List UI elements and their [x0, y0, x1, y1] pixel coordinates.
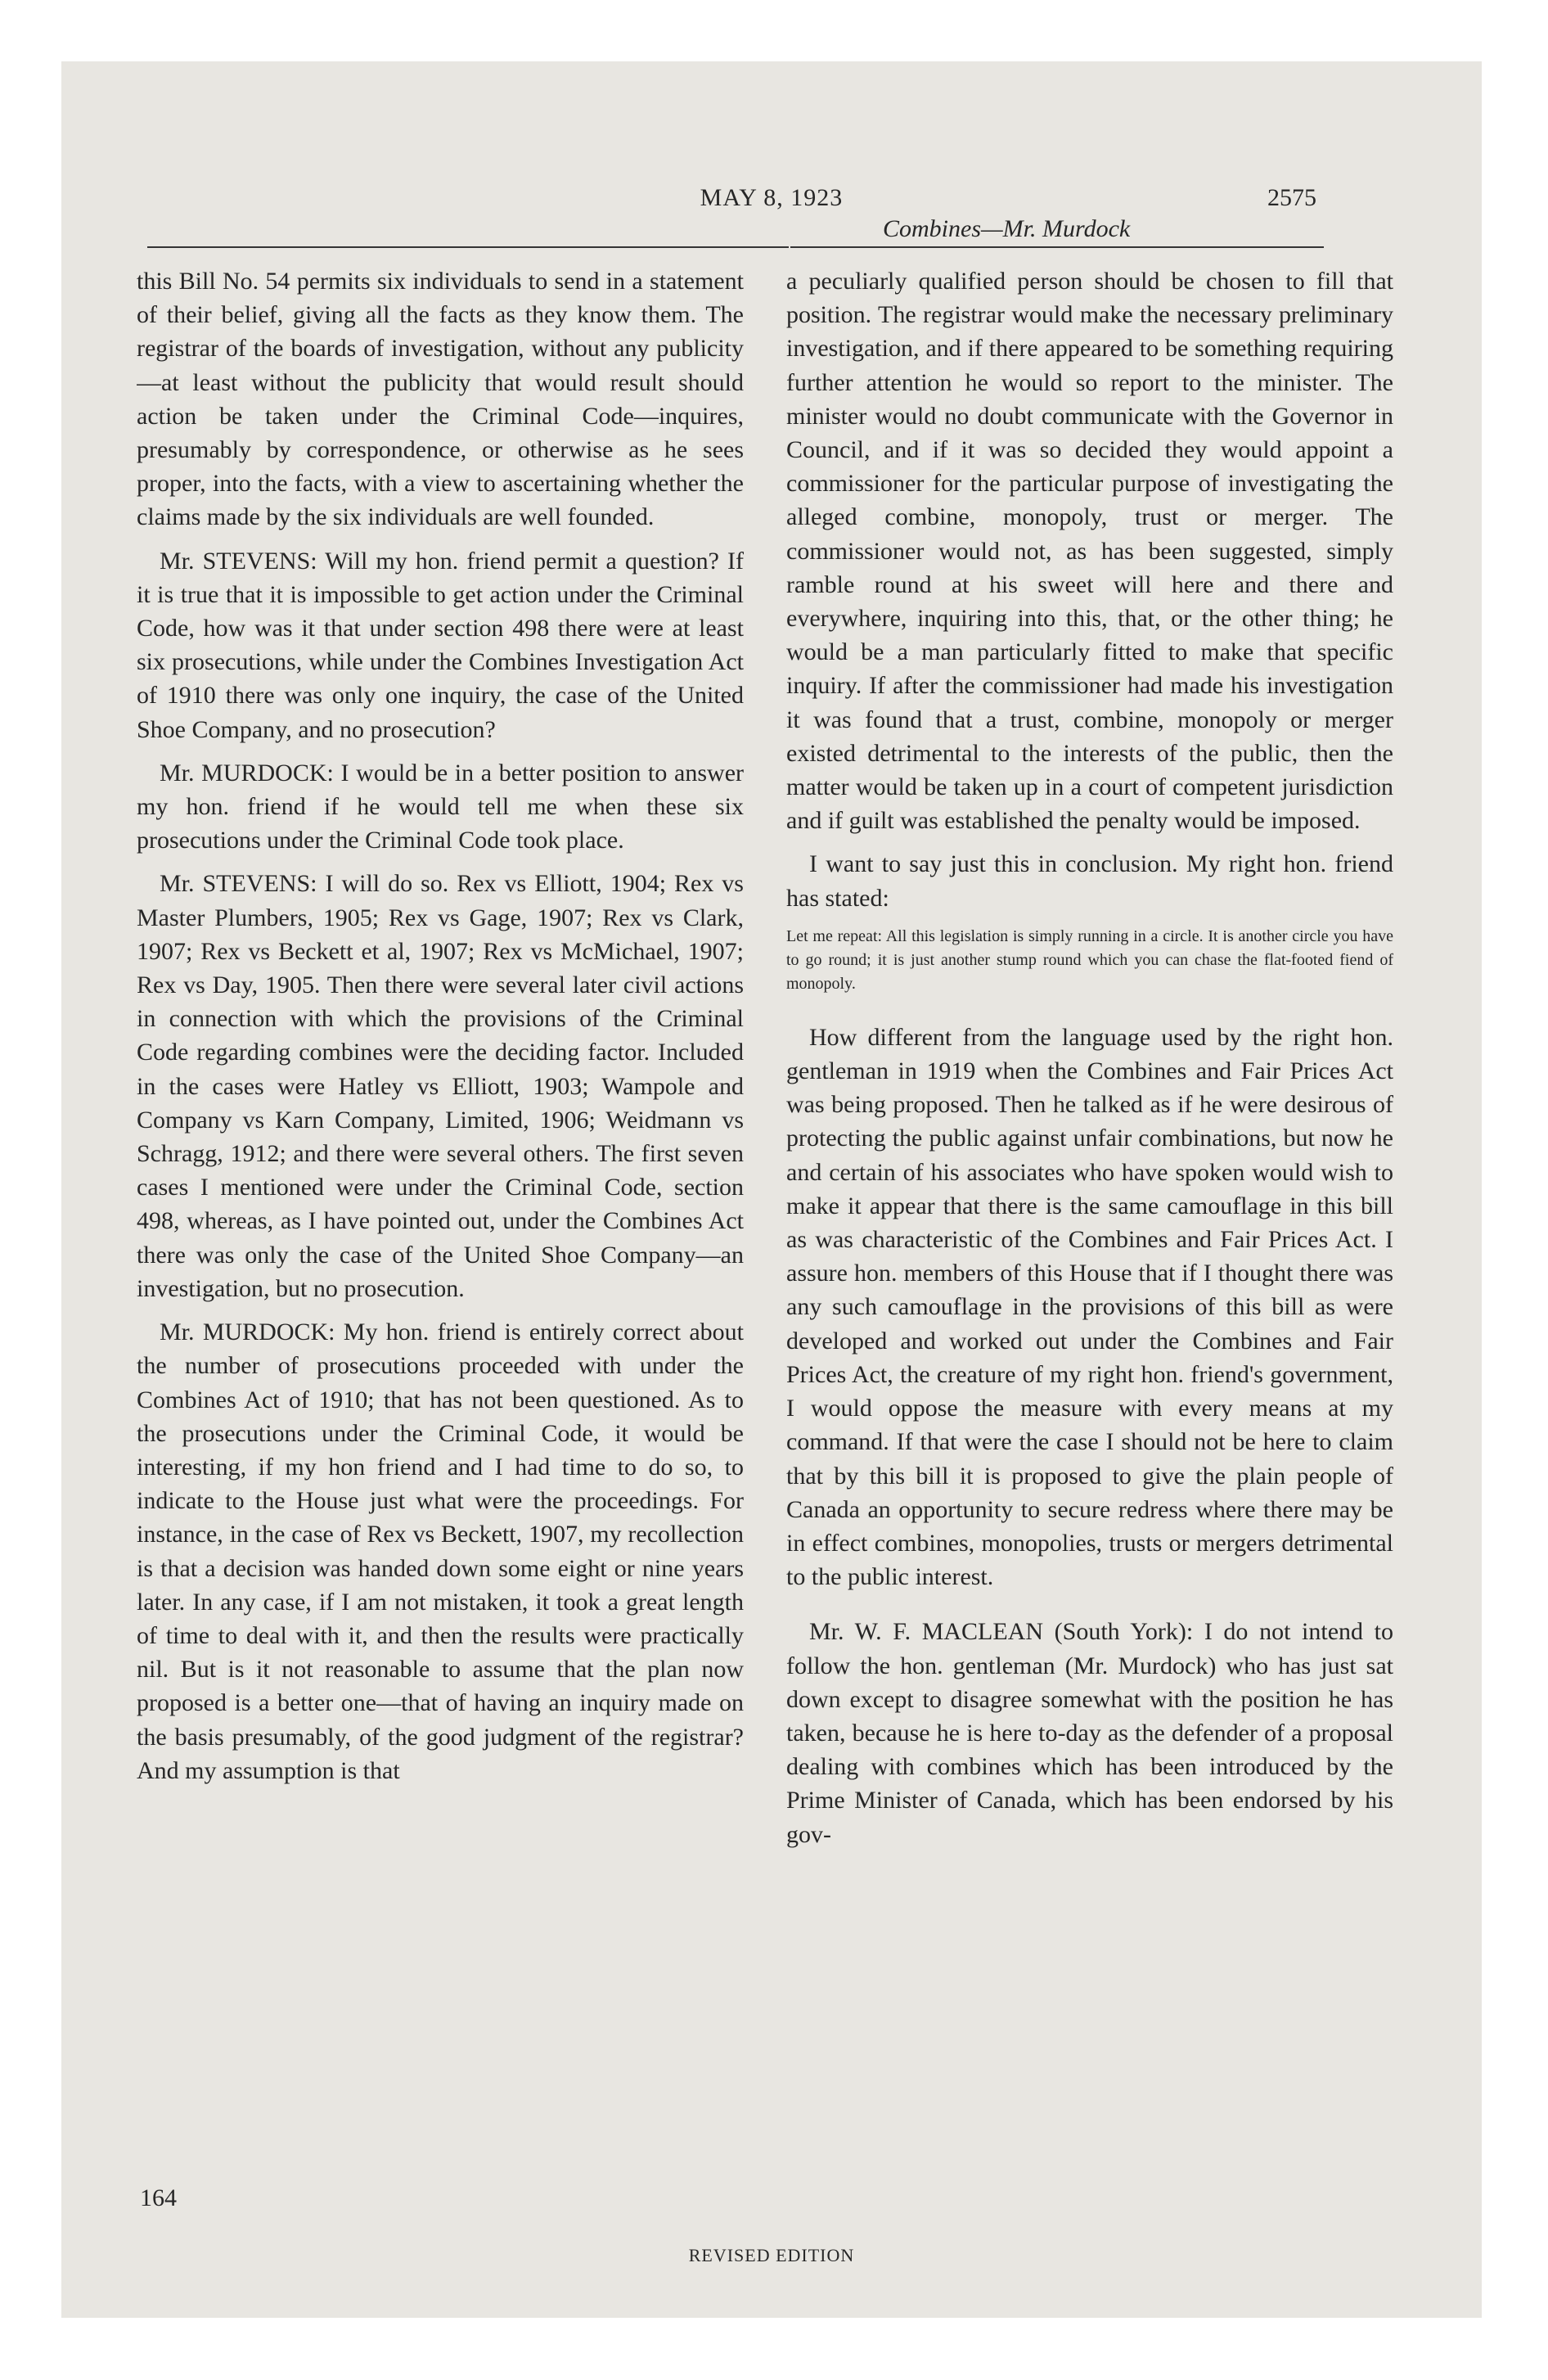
paragraph: Mr. MURDOCK: I would be in a better position to answer my hon. friend if he would tell me when these six prosecutions under the Criminal Code took place. [137, 759, 744, 854]
header-date: MAY 8, 1923 [700, 184, 844, 211]
footer-edition: REVISED EDITION [688, 2245, 855, 2265]
right-column [786, 264, 1393, 2196]
left-column [137, 264, 744, 2196]
paragraph: Mr. STEVENS: Will my hon. friend permit a question? If it is true that it is impossible to get action under the Criminal Code, how was it that under section 498 there were at least six prosecutions, while under the Combines Investigation Act of 1910 there was only one inquiry, the case of the United Shoe Company, and no prosecution? [137, 547, 744, 743]
document-page [61, 61, 1482, 2318]
paragraph: Mr. MURDOCK: My hon. friend is entirely correct about the number of prosecutions proceeded with under the Combines Act of 1910; that has not been questioned. As to the prosecutions under the Criminal Code, it would be interesting, if my hon friend and I had time to do so, to indicate to the House just what were the proceedings. For instance, in the case of Rex vs Beckett, 1907, my recollection is that a decision was handed down some eight or nine years later. In any case, if I am not mistaken, it took a great length of time to deal with it, and then the results were practically nil. But is it not reasonable to assume that the plan now proposed is a better one—that of having an inquiry made on the basis presumably, of the good judgment of the registrar? And my assumption is that [137, 1318, 744, 1784]
paragraph: I want to say just this in conclusion. My right hon. friend has stated: [786, 850, 1393, 912]
header-subtitle: Combines—Mr. Murdock [883, 215, 1131, 242]
folio-number: 164 [140, 2184, 177, 2211]
paragraph: this Bill No. 54 permits six individuals to send in a statement of their belief, giving all the facts as they know them. The registrar of the boards of investigation, without any publicity—at least without the publicity that would result should action be taken under the Criminal Code—inquires, presumably by correspondence, or otherwise as he sees proper, into the facts, with a view to ascertaining whether the claims made by the six individuals are well founded. [137, 268, 744, 531]
block-quote: Let me repeat: All this legislation is simply running in a circle. It is another circle you have to go round; it is just another stump round which you can chase the flat-footed fiend of monopoly. [786, 926, 1393, 993]
header-rule-left [147, 246, 789, 248]
paragraph: Mr. STEVENS: I will do so. Rex vs Elliott, 1904; Rex vs Master Plumbers, 1905; Rex vs Gage, 1907; Rex vs Clark, 1907; Rex vs Beckett et al, 1907; Rex vs McMichael, 1907; Rex vs Day, 1905. Then there were several later civil actions in connection with which the provisions of the Criminal Code regarding combines were the deciding factor. Included in the cases were Hatley vs Elliott, 1903; Wampole and Company vs Karn Company, Limited, 1906; Weidmann vs Schragg, 1912; and there were several others. The first seven cases I mentioned were under the Criminal Code, section 498, whereas, as I have pointed out, under the Combines Act there was only the case of the United Shoe Company—an investigation, but no prosecution. [137, 870, 744, 1302]
header-rule-right [790, 246, 1324, 248]
paragraph: How different from the language used by the right hon. gentleman in 1919 when the Combines and Fair Prices Act was being proposed. Then he talked as if he were desirous of protecting the public against unfair combinations, but now he and certain of his associates who have spoken would wish to make it appear that there is the same camouflage in this bill as was characteristic of the Combines and Fair Prices Act. I assure hon. members of this House that if I thought there was any such camouflage in the provisions of this bill as were developed and worked out under the Combines and Fair Prices Act, the creature of my right hon. friend's government, I would oppose the measure with every means at my command. If that were the case I should not be here to claim that by this bill it is proposed to give the plain people of Canada an opportunity to secure redress where there may be in effect combines, monopolies, trusts or mergers detrimental to the public interest. [786, 1023, 1393, 1591]
paragraph: a peculiarly qualified person should be chosen to fill that position. The registrar would make the necessary preliminary investigation, and if there appeared to be something requiring further attention he would so report to the minister. The minister would no doubt communicate with the Governor in Council, and if it was so decided they would appoint a commissioner for the particular purpose of investigating the alleged combine, monopoly, trust or merger. The commissioner would not, as has been suggested, simply ramble round at his sweet will here and there and everywhere, inquiring into this, that, or the other thing; he would be a man particularly fitted to make that specific inquiry. If after the commissioner had made his investigation it was found that a trust, combine, monopoly or merger existed detrimental to the interests of the public, then the matter would be taken up in a court of competent jurisdiction and if guilt was established the penalty would be imposed. [786, 268, 1393, 835]
header-page-number: 2575 [1267, 184, 1316, 211]
paragraph: Mr. W. F. MACLEAN (South York): I do not intend to follow the hon. gentleman (Mr. Murdock) who has just sat down except to disagree somewhat with the position he has taken, because he is here to-day as the defender of a proposal dealing with combines which has been introduced by the Prime Minister of Canada, which has been endorsed by his gov- [786, 1618, 1393, 1848]
